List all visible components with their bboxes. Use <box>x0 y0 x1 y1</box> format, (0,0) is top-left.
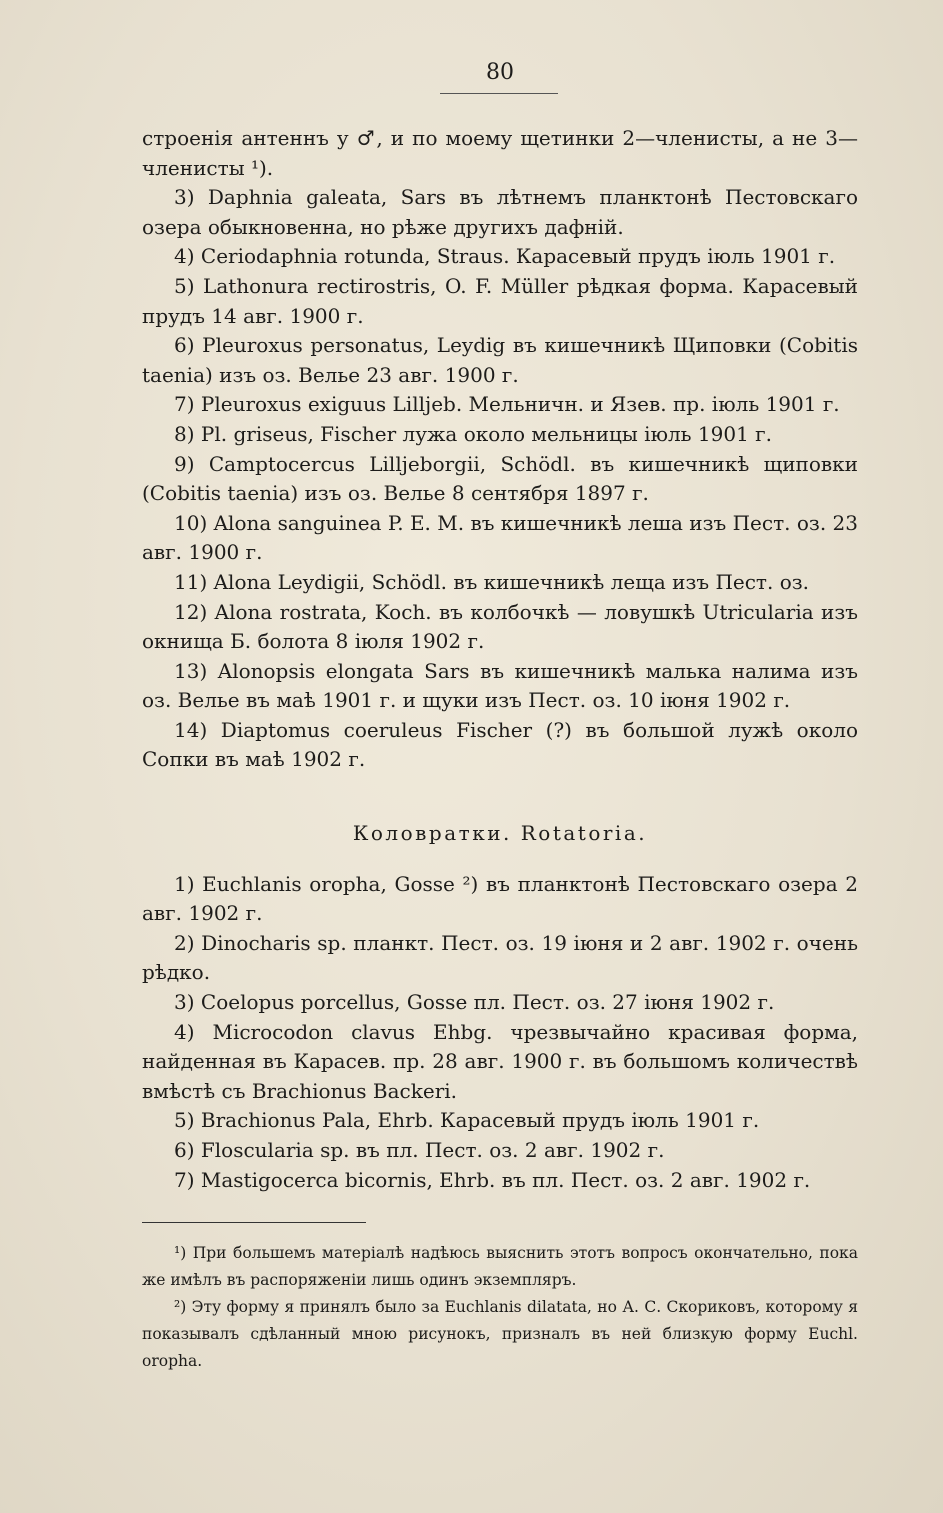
list-item: 5) Lathonura rectirostris, O. F. Müller рѣдкая форма. Карасевый прудъ 14 авг. 1900 г. <box>142 273 858 328</box>
list-item: 1) Euchlanis oropha, Gosse ²) въ планктонѣ Пестовскаго озера 2 авг. 1902 г. <box>142 871 858 926</box>
list-item: 13) Alonopsis elongata Sars въ кишечникѣ малька налима изъ оз. Велье въ маѣ 1901 г. и щуки изъ Пест. оз. 10 іюня 1902 г. <box>142 658 858 713</box>
list-item: 4) Ceriodaphnia rotunda, Straus. Карасевый прудъ іюль 1901 г. <box>174 244 836 269</box>
footnotes <box>142 1240 858 1375</box>
header-rule <box>440 93 558 94</box>
section-heading: Коловратки. Rotatoria. <box>352 821 648 846</box>
list-item: 3) Coelopus porcellus, Gosse пл. Пест. оз. 27 іюня 1902 г. <box>174 990 775 1015</box>
list-item: 7) Pleuroxus exiguus Lilljeb. Мельничн. и Язев. пр. іюль 1901 г. <box>174 392 840 417</box>
main-text <box>142 124 858 1195</box>
list-item: 9) Camptocercus Lilljeborgii, Schödl. въ кишечникѣ щиповки (Cobitis taenia) изъ оз. Велье 8 сентября 1897 г. <box>142 451 858 506</box>
list-item: 6) Floscularia sp. въ пл. Пест. оз. 2 авг. 1902 г. <box>174 1138 665 1162</box>
list-item: 11) Alona Leydigii, Schödl. въ кишечникѣ леща изъ Пест. оз. <box>174 569 810 594</box>
list-item: 7) Mastigocerca bicornis, Ehrb. въ пл. Пест. оз. 2 авг. 1902 г. <box>174 1167 811 1192</box>
page-number: 80 <box>486 60 514 85</box>
list-item: 3) Daphnia galeata, Sars въ лѣтнемъ планктонѣ Пестовскаго озера обыкновенна, но рѣже другихъ дафній. <box>142 185 858 239</box>
list-item: 5) Brachionus Pala, Ehrb. Карасевый прудъ іюль 1901 г. <box>174 1108 760 1133</box>
list-item: 12) Alona rostrata, Koch. въ колбочкѣ — ловушкѣ Utricularia изъ окнища Б. болота 8 іюля 1902 г. <box>142 599 858 654</box>
list-item: 6) Pleuroxus personatus, Leydig въ кишечникѣ Щиповки (Cobitis taenia) изъ оз. Велье 23 авг. 1900 г. <box>142 333 858 387</box>
list-item: 8) Pl. griseus, Fischer лужа около мельницы іюль 1901 г. <box>174 421 773 446</box>
list-item: 4) Microcodon clavus Ehbg. чрезвычайно красивая форма, найденная въ Карасев. пр. 28 авг. 1900 г. въ большомъ количествѣ вмѣстѣ съ Brachionus Backeri. <box>142 1019 858 1103</box>
footnote: ¹) При большемъ матеріалѣ надѣюсь выяснить этотъ вопросъ окончательно, пока же имѣлъ въ распоряженіи лишь одинъ экземпляръ. <box>142 1244 858 1289</box>
footnote: ²) Эту форму я принялъ было за Euchlanis dilatata, но А. С. Скориковъ, которому я показывалъ сдѣланный мною рисунокъ, призналъ въ ней близкую форму Euchl. oropha. <box>142 1298 858 1370</box>
list-item: 14) Diaptomus coeruleus Fischer (?) въ большой лужѣ около Сопки въ маѣ 1902 г. <box>142 717 858 772</box>
continued-paragraph: строенія антеннъ у ♂, и по моему щетинки 2—членисты, а не 3—членисты ¹). <box>142 126 858 180</box>
list-item: 10) Alona sanguinea P. E. M. въ кишечникѣ леша изъ Пест. оз. 23 авг. 1900 г. <box>142 510 858 565</box>
footnote-rule <box>142 1222 366 1223</box>
list-item: 2) Dinocharis sp. планкт. Пест. оз. 19 іюня и 2 авг. 1902 г. очень рѣдко. <box>142 930 858 985</box>
